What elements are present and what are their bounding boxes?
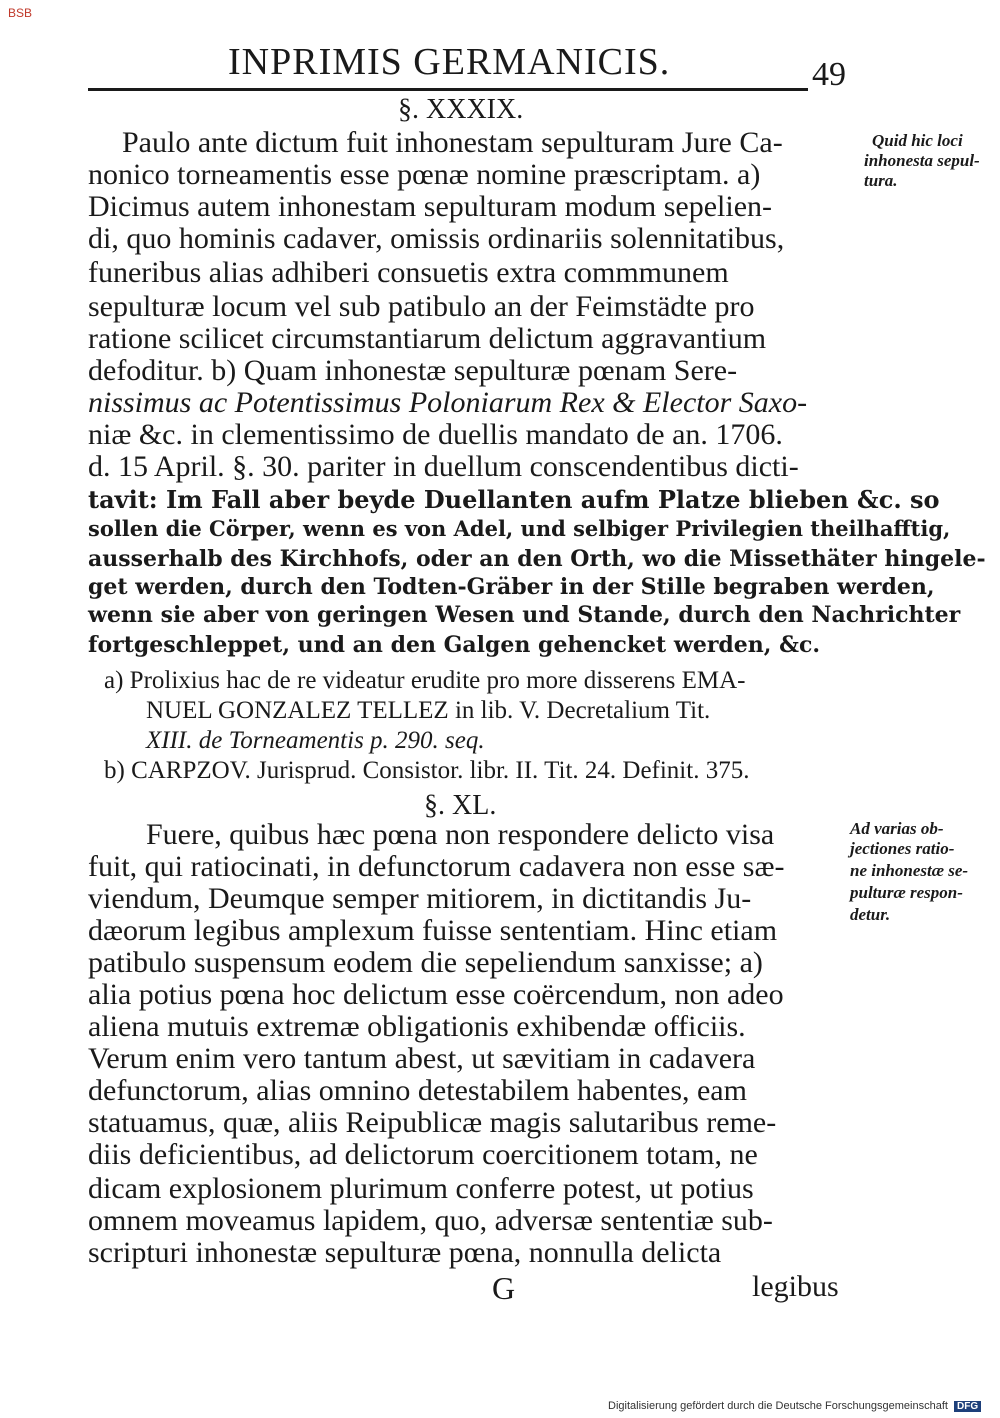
- header-rule: [88, 88, 808, 91]
- margin-note-line: tura.: [864, 171, 898, 190]
- text-line: Paulo ante dictum fuit inhonestam sepulturam Jure Ca-: [122, 126, 783, 159]
- text-line: viendum, Deumque semper mitiorem, in dictitandis Ju-: [88, 882, 752, 915]
- footnote-a: a) Prolixius hac de re videatur erudite pro more disserens EMA-: [104, 667, 746, 694]
- section-heading-40: §. XL.: [424, 790, 497, 821]
- footnote-a-cont: NUEL GONZALEZ TELLEZ in lib. V. Decretalium Tit.: [146, 697, 711, 724]
- margin-note-line: inhonesta sepul-: [864, 151, 980, 170]
- page-number: 49: [812, 56, 846, 93]
- running-head: INPRIMIS GERMANICIS.: [228, 41, 671, 83]
- text-line: defoditur. b) Quam inhonestæ sepulturæ pœnam Sere-: [88, 354, 738, 387]
- text-line: niæ &c. in clementissimo de duellis mandato de an. 1706.: [88, 418, 783, 451]
- section-heading-39: §. XXXIX.: [398, 94, 524, 125]
- fraktur-line: ausserhalb des Kirchhofs, oder an den Orth, wo die Missethäter hingele-: [88, 546, 986, 572]
- text-line: funeribus alias adhiberi consuetis extra commmunem: [88, 256, 729, 289]
- footnote-a-cont: XIII. de Torneamentis p. 290. seq.: [146, 727, 485, 754]
- text-line: di, quo hominis cadaver, omissis ordinariis solennitatibus,: [88, 222, 785, 255]
- fraktur-line: get werden, durch den Todten-Gräber in der Stille begraben werden,: [88, 574, 935, 600]
- digitization-footer: [608, 1400, 981, 1412]
- text-line: d. 15 April. §. 30. pariter in duellum conscendentibus dicti-: [88, 450, 799, 483]
- text-line: dicam explosionem plurimum conferre potest, ut potius: [88, 1172, 754, 1205]
- margin-note-line: jectiones ratio-: [850, 839, 955, 858]
- text-line: sepulturæ locum vel sub patibulo an der Feimstädte pro: [88, 290, 755, 323]
- fraktur-line: sollen die Cörper, wenn es von Adel, und selbiger Privilegien theilhafftig,: [88, 516, 951, 541]
- text-line: defunctorum, alias omnino detestabilem habentes, eam: [88, 1074, 747, 1107]
- text-line: nissimus ac Potentissimus Poloniarum Rex & Elector Saxo-: [88, 386, 808, 419]
- text-line: diis deficientibus, ad delictorum coercitionem totam, ne: [88, 1138, 758, 1171]
- signature-mark: G: [492, 1270, 516, 1306]
- text-line: aliena mutuis extremæ obligationis exhibendæ officiis.: [88, 1010, 746, 1043]
- margin-note-line: detur.: [850, 905, 891, 924]
- margin-note-line: Quid hic loci: [872, 131, 963, 150]
- margin-note-line: ne inhonestæ se-: [850, 861, 969, 880]
- text-line: fuit, qui ratiocinati, in defunctorum cadavera non esse sæ-: [88, 850, 785, 883]
- text-line: Fuere, quibus hæc pœna non respondere delicto visa: [146, 818, 775, 851]
- text-line: ratione scilicet circumstantiarum delictum aggravantium: [88, 322, 767, 355]
- fraktur-line: tavit: Im Fall aber beyde Duellanten aufm Platze blieben &c. so: [88, 485, 940, 514]
- margin-note-line: pulturæ respon-: [850, 883, 963, 902]
- catchword: legibus: [752, 1270, 839, 1303]
- dfg-logo: DFG: [954, 1401, 981, 1412]
- text-line: scripturi inhonestæ sepulturæ pœna, nonnulla delicta: [88, 1236, 722, 1269]
- fraktur-line: wenn sie aber von geringen Wesen und Stande, durch den Nachrichter: [88, 602, 961, 628]
- fraktur-line: fortgeschleppet, und an den Galgen gehencket werden, &c.: [88, 632, 821, 658]
- text-line: omnem moveamus lapidem, quo, adversæ sententiæ sub-: [88, 1204, 773, 1237]
- text-line: dæorum legibus amplexum fuisse sententiam. Hinc etiam: [88, 914, 778, 947]
- text-line: Verum enim vero tantum abest, ut sævitiam in cadavera: [88, 1042, 756, 1075]
- library-stamp: BSB: [8, 6, 33, 20]
- text-line: Dicimus autem inhonestam sepulturam modum sepelien-: [88, 190, 773, 223]
- text-line: patibulo suspensum eodem die sepeliendum sanxisse; a): [88, 946, 763, 979]
- footer-text: Digitalisierung gefördert durch die Deutsche Forschungsgemeinschaft: [608, 1400, 948, 1412]
- footnote-b: b) CARPZOV. Jurisprud. Consistor. libr. II. Tit. 24. Definit. 375.: [104, 757, 750, 784]
- text-line: alia potius pœna hoc delictum esse coërcendum, non adeo: [88, 978, 784, 1011]
- margin-note-line: Ad varias ob-: [850, 819, 944, 838]
- text-line: statuamus, quæ, aliis Reipublicæ magis salutaribus reme-: [88, 1106, 777, 1139]
- text-line: nonico torneamentis esse pœnæ nomine præscriptam. a): [88, 158, 761, 191]
